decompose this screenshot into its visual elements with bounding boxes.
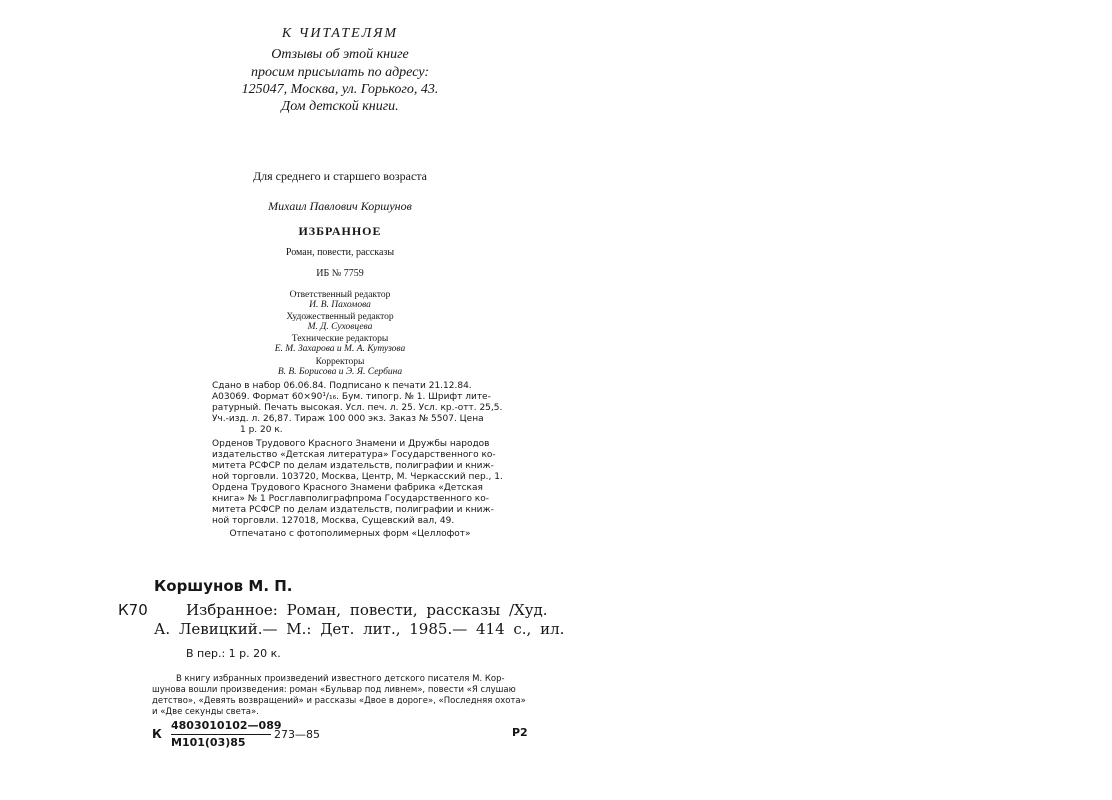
bbk-code: Р2 bbox=[512, 726, 528, 739]
publisher-detail-line: ной торговли. 127018, Москва, Сущевский вал, 49. bbox=[212, 516, 455, 526]
annotation-line: и «Две секунды света». bbox=[152, 707, 259, 717]
fraction-numerator: 4803010102—089 bbox=[171, 719, 282, 732]
print-detail-line: Уч.-изд. л. 26,87. Тираж 100 000 экз. Заказ № 5507. Цена bbox=[212, 414, 484, 424]
print-detail-line: Сдано в набор 06.06.84. Подписано к печати 21.12.84. bbox=[212, 381, 472, 391]
credit-names: Е. М. Захарова и М. А. Кутузова bbox=[274, 344, 406, 354]
catalog-author-heading: Коршунов М. П. bbox=[154, 577, 293, 595]
fraction-line bbox=[171, 734, 271, 735]
readers-notice-line: просим присылать по адресу: bbox=[250, 65, 430, 80]
publisher-detail-line: ной торговли. 103720, Москва, Центр, М. Черкасский пер., 1. bbox=[212, 472, 503, 482]
print-detail-line: ратурный. Печать высокая. Усл. печ. л. 25. Усл. кр.-отт. 25,5. bbox=[212, 403, 503, 413]
publisher-detail-line: Ордена Трудового Красного Знамени фабрика «Детская bbox=[212, 483, 483, 493]
publisher-detail-line: Орденов Трудового Красного Знамени и Дружбы народов bbox=[212, 439, 490, 449]
fraction-denominator: М101(03)85 bbox=[171, 736, 246, 749]
catalog-code: К70 bbox=[118, 601, 148, 619]
credit-role: Художественный редактор bbox=[286, 312, 394, 322]
annotation-line: В книгу избранных произведений известного детского писателя М. Кор- bbox=[176, 674, 505, 684]
publisher-detail-line: издательство «Детская литература» Государственного ко- bbox=[212, 450, 496, 460]
credit-names: В. В. Борисова и Э. Я. Сербина bbox=[277, 367, 403, 377]
publisher-detail-line: митета РСФСР по делам издательств, полиграфии и книж- bbox=[212, 461, 494, 471]
readers-notice-line: Дом детской книги. bbox=[281, 99, 399, 114]
author-name: Михаил Павлович Коршунов bbox=[268, 199, 412, 213]
catalog-description-line: А. Левицкий.— М.: Дет. лит., 1985.— 414 с., ил. bbox=[154, 620, 565, 638]
photopolymer-note: Отпечатано с фотополимерных форм «Целлофот» bbox=[229, 529, 471, 539]
annotation-line: шунова вошли произведения: роман «Бульвар под ливнем», повести «Я слушаю bbox=[152, 685, 516, 695]
readers-notice-line: 125047, Москва, ул. Горького, 43. bbox=[241, 82, 439, 97]
print-detail-line: 1 р. 20 к. bbox=[240, 425, 283, 435]
readers-notice-line: Отзывы об этой книге bbox=[271, 47, 409, 62]
ib-number: ИБ № 7759 bbox=[316, 268, 364, 279]
book-genre: Роман, повести, рассказы bbox=[285, 247, 395, 258]
credit-role: Корректоры bbox=[315, 357, 365, 367]
catalog-price: В пер.: 1 р. 20 к. bbox=[186, 647, 281, 660]
publisher-detail-line: митета РСФСР по делам издательств, полиграфии и книж- bbox=[212, 505, 494, 515]
credit-names: И. В. Пахомова bbox=[309, 300, 371, 310]
print-detail-line: А03069. Формат 60×90¹/₁₆. Бум. типогр. № 1. Шрифт лите- bbox=[212, 392, 491, 402]
credit-role: Технические редакторы bbox=[291, 334, 389, 344]
catalog-k-letter: К bbox=[152, 727, 162, 741]
catalog-description-line: Избранное: Роман, повести, рассказы /Худ. bbox=[186, 601, 548, 619]
credit-names: М. Д. Суховцева bbox=[307, 322, 373, 332]
annotation-line: детство», «Девять возвращений» и рассказы «Двое в дороге», «Последняя охота» bbox=[152, 696, 526, 706]
age-note: Для среднего и старшего возраста bbox=[252, 169, 427, 183]
readers-notice-title: К ЧИТАТЕЛЯМ bbox=[281, 26, 399, 41]
fraction-code: 273—85 bbox=[274, 728, 320, 741]
credit-role: Ответственный редактор bbox=[289, 290, 391, 300]
publisher-detail-line: книга» № 1 Росглавполиграфпрома Государственного ко- bbox=[212, 494, 489, 504]
book-title: ИЗБРАННОЕ bbox=[298, 224, 382, 238]
